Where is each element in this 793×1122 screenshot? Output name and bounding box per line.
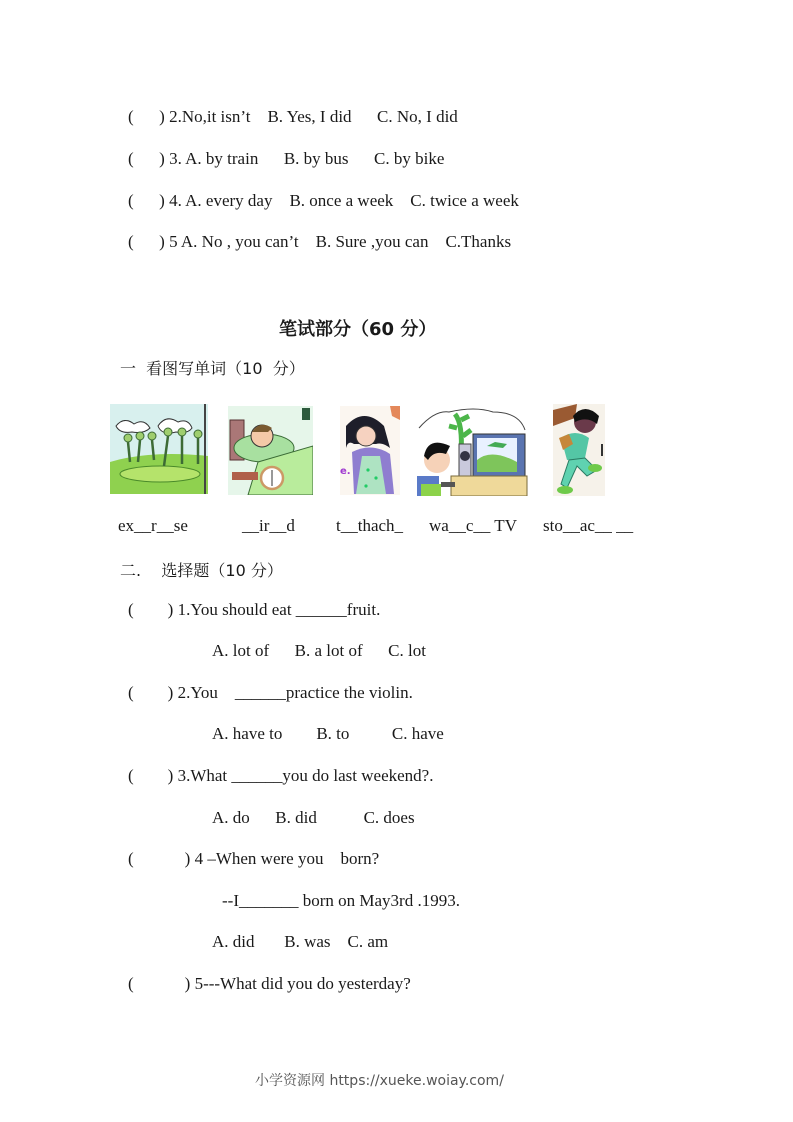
stomachache-picture-icon (553, 404, 605, 496)
mc-question-4: ( ) 4 –When were you born? (128, 849, 380, 868)
mc-options-4: A. did B. was C. am (212, 932, 389, 951)
mc-options-2: A. have to B. to C. have (212, 724, 444, 743)
listening-question-4: ( ) 4. A. every day B. once a week C. twice a week (128, 191, 519, 210)
mc-question-1: ( ) 1.You should eat ______fruit. (128, 600, 381, 619)
section1-heading: 一 看图写单词（10 分） (120, 359, 305, 378)
svg-text:e.: e. (340, 466, 351, 477)
listening-question-3: ( ) 3. A. by train B. by bus C. by bike (128, 149, 445, 168)
toothache-picture-icon (340, 406, 400, 495)
mc-question-4-sub: --I_______ born on May3rd .1993. (222, 891, 460, 910)
mc-question-5: ( ) 5---What did you do yesterday? (128, 974, 411, 993)
picture-word-1: ex__r__se (118, 516, 188, 535)
picture-word-4: wa__c__ TV (429, 516, 517, 535)
mc-options-1: A. lot of B. a lot of C. lot (212, 641, 426, 660)
mc-question-2: ( ) 2.You ______practice the violin. (128, 683, 413, 702)
picture-word-3: t__thach_ (336, 516, 404, 535)
picture-word-2: __ir__d (242, 516, 295, 535)
section2-heading: 二. 选择题（10 分） (120, 561, 283, 580)
footer-watermark: 小学资源网 https://xueke.woiay.com/ (255, 1073, 504, 1089)
picture-word-5: sto__ac__ __ (543, 516, 634, 535)
written-section-title: 笔试部分（60 分） (279, 319, 437, 340)
listening-question-5: ( ) 5 A. No , you can’t B. Sure ,you can C.Thanks (128, 232, 512, 251)
mc-options-3: A. do B. did C. does (212, 808, 415, 827)
watch-tv-picture-icon (417, 404, 528, 496)
mc-question-3: ( ) 3.What ______you do last weekend?. (128, 766, 434, 785)
listening-question-2: ( ) 2.No,it isn’t B. Yes, I did C. No, I did (128, 107, 458, 126)
tired-picture-icon (228, 406, 313, 495)
exercise-picture-icon (110, 404, 208, 494)
